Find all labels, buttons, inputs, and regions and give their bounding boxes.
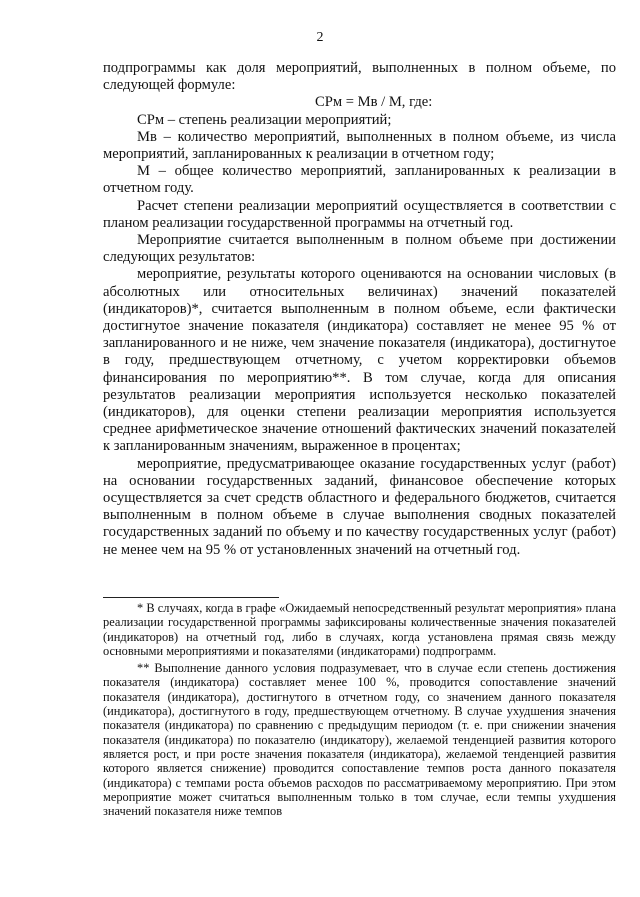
paragraph-formula-intro: подпрограммы как доля мероприятий, выполненных в полном объеме, по следующей формуле: — [103, 60, 616, 94]
footnote-1: * В случаях, когда в графе «Ожидаемый непосредственный результат мероприятия» плана реализации государственной программы зафиксированы количественные значения показателей (индикаторов) на отчетный год, либо в случаях, когда установлена прямая связь между основными мероприятиями и показателями (индикаторами) подпрограмм. — [103, 601, 616, 658]
page-number: 2 — [316, 30, 324, 45]
paragraph-calculation-basis: Расчет степени реализации мероприятий осуществляется в соответствии с планом реализации государственной программы на отчетный год. — [103, 197, 616, 231]
footnote-divider — [103, 597, 279, 598]
footnote-2: ** Выполнение данного условия подразумевает, что в случае если степень достижения показателя (индикатора) составляет менее 100 %, проводится сопоставление значений показателя (индикатора), достигнутого в отчетном году, со значением данного показателя (индикатора), достигнутого в году, предшествующем отчетному. В случае ухудшения значения показателя (индикатора) по сравнению с предыдущим периодом (т. е. при снижении значения показателя (индикатора) по показателю (индикатору), желаемой тенденцией развития которого является рост, и при росте значения показателя (индикатора), желаемой тенденцией развития которого является снижение) проводится сопоставление темпов роста данного показателя (индикатора) с темпами роста объемов расходов по рассматриваемому мероприятию. При этом мероприятие может считаться выполненным только в том случае, если темпы ухудшения значений показателя ниже темпов — [103, 661, 616, 819]
paragraph-m-definition: М – общее количество мероприятий, запланированных к реализации в отчетном году. — [103, 163, 616, 197]
paragraph-mv-definition: Мв – количество мероприятий, выполненных в полном объеме, из числа мероприятий, запланированных к реализации в отчетном году; — [103, 128, 616, 163]
paragraph-completion-criteria: Мероприятие считается выполненным в полном объеме при достижении следующих результатов: — [103, 232, 616, 266]
footnotes — [103, 601, 616, 818]
formula: СРм = Мв / М, где: — [315, 94, 433, 111]
paragraph-numeric-indicators: мероприятие, результаты которого оцениваются на основании числовых (в абсолютных или относительных величинах) значений показателей (индикаторов)*, считается выполненным в полном объеме, если фактически достигнутое значение показателя (индикатора) составляет не менее 95 % от запланированного и не ниже, чем значение показателя (индикатора), достигнутое в году, предшествующем отчетному, с учетом корректировки объемов финансирования по мероприятию**. В том случае, когда для описания результатов реализации мероприятия используется несколько показателей (индикаторов), для оценки степени реализации мероприятия используется среднее арифметическое значение отношений фактических значений показателей к запланированным значениям, выраженное в процентах; — [103, 266, 616, 455]
paragraph-state-services: мероприятие, предусматривающее оказание государственных услуг (работ) на основании государственных заданий, финансовое обеспечение которых осуществляется за счет средств областного и федерального бюджетов, считается выполненным в полном объеме в случае выполнения сводных показателей государственных заданий по объему и по качеству государственных услуг (работ) не менее чем на 95 % от установленных значений на отчетный год. — [103, 455, 616, 558]
main-text — [103, 60, 616, 559]
paragraph-srm-definition: СРм – степень реализации мероприятий; — [137, 111, 392, 128]
